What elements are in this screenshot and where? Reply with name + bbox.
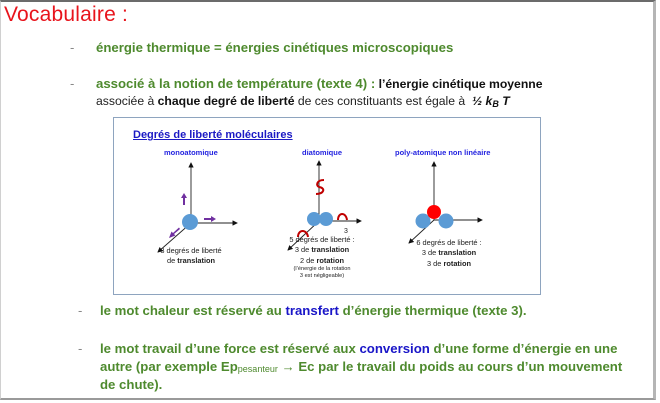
caption-polyatomic bbox=[409, 238, 489, 269]
bullet-text-green: associé à la notion de température (texte 4) : bbox=[96, 76, 376, 91]
text-bold: rotation bbox=[316, 255, 344, 265]
caption-line bbox=[409, 259, 489, 269]
caption-line bbox=[409, 248, 489, 258]
bullet-dash: - bbox=[70, 76, 75, 91]
text: 3 de bbox=[294, 245, 312, 255]
bullet-heat bbox=[78, 303, 527, 319]
text-bold: translation bbox=[177, 256, 216, 266]
bullet-work-line2 bbox=[100, 359, 622, 377]
text: de chute). bbox=[100, 377, 163, 392]
bullet-dash: - bbox=[78, 341, 83, 356]
caption-line bbox=[156, 256, 226, 266]
degrees-of-freedom-figure bbox=[113, 117, 541, 295]
text: 3 de bbox=[421, 248, 439, 258]
caption-note: (l’énergie de la rotation bbox=[293, 265, 351, 272]
formula-subscript: B bbox=[492, 99, 499, 109]
slide-title: Vocabulaire : bbox=[4, 3, 129, 26]
emphasis-transfer: transfert bbox=[285, 303, 339, 318]
caption-monoatomic bbox=[156, 246, 226, 267]
caption-line: 6 degrés de liberté : bbox=[416, 238, 482, 247]
bullet-temperature-line2 bbox=[96, 93, 510, 112]
bullet-dash: - bbox=[78, 303, 83, 318]
text: le mot chaleur est réservé au bbox=[100, 303, 286, 318]
column-title-polyatomic: poly-atomique non linéaire bbox=[395, 148, 491, 157]
axis-label-3: 3 bbox=[344, 228, 348, 235]
bullet-thermal-energy bbox=[70, 40, 454, 56]
formula bbox=[472, 94, 510, 108]
bullet-text-black: l’énergie cinétique moyenne bbox=[375, 77, 543, 91]
caption-line bbox=[282, 245, 362, 255]
caption-line: 5 degrés de liberté : bbox=[289, 235, 355, 244]
monoatomic-diagram bbox=[144, 158, 244, 258]
formula-T: T bbox=[498, 94, 510, 108]
text: le mot travail d’une force est réservé aux bbox=[100, 341, 360, 356]
emphasis-degree-of-freedom: chaque degré de liberté bbox=[157, 94, 295, 108]
figure-title: Degrés de liberté moléculaires bbox=[133, 129, 293, 141]
text: autre (par exemple Ep bbox=[100, 359, 238, 374]
emphasis-conversion: conversion bbox=[359, 341, 430, 356]
text: associée à bbox=[96, 94, 158, 108]
text: 3 de bbox=[427, 258, 444, 268]
caption-diatomic bbox=[282, 235, 362, 281]
formula-main: ½ k bbox=[471, 94, 493, 108]
caption-line: 3 degrés de liberté bbox=[160, 246, 222, 255]
text: de ces constituants est égale à bbox=[294, 94, 469, 108]
bullet-work bbox=[78, 341, 618, 357]
column-title-diatomic: diatomique bbox=[302, 148, 343, 157]
bullet-dash: - bbox=[70, 40, 75, 55]
caption-note: 3 est négligeable) bbox=[299, 273, 345, 280]
bullet-temperature bbox=[70, 76, 543, 92]
bullet-text: énergie thermique = énergies cinétiques microscopiques bbox=[96, 40, 454, 55]
bullet-work-line3 bbox=[100, 377, 162, 393]
text-bold: translation bbox=[438, 248, 477, 258]
text: de bbox=[166, 256, 178, 266]
text-bold: rotation bbox=[443, 258, 471, 268]
column-title-monoatomic: monoatomique bbox=[164, 148, 218, 157]
caption-line bbox=[282, 256, 362, 266]
text: d’une forme d’énergie en une bbox=[429, 341, 618, 356]
text: 2 de bbox=[300, 255, 317, 265]
text: → Ec par le travail du poids au cours d’un mouvement bbox=[277, 359, 623, 374]
subscript-pesanteur: pesanteur bbox=[237, 364, 278, 374]
text-bold: translation bbox=[311, 245, 350, 255]
text: d’énergie thermique (texte 3). bbox=[338, 303, 527, 318]
